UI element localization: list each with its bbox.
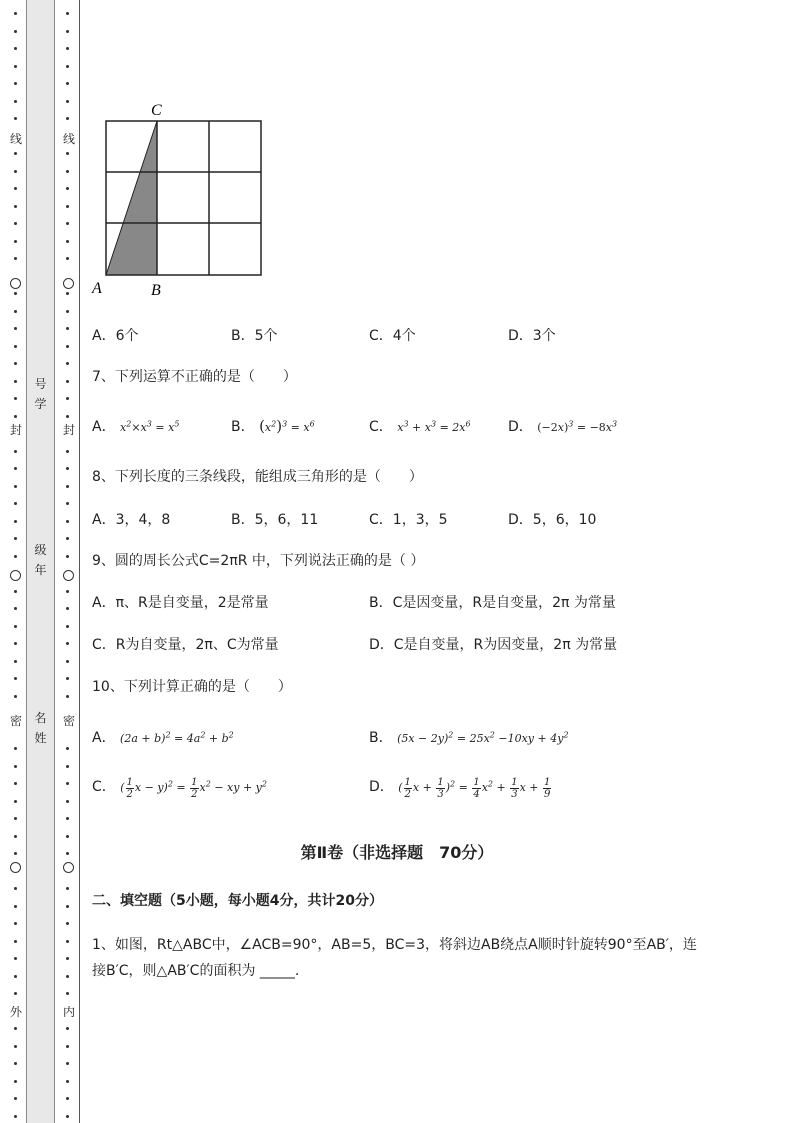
q6-option-c: C．4个 bbox=[369, 328, 416, 344]
binding-dot bbox=[66, 380, 69, 383]
binding-dot bbox=[66, 485, 69, 488]
binding-dot bbox=[14, 695, 17, 698]
binding-dot bbox=[66, 65, 69, 68]
label-a: A bbox=[92, 280, 102, 297]
binding-dot bbox=[66, 415, 69, 418]
binding-dot bbox=[14, 205, 17, 208]
binding-dot bbox=[66, 887, 69, 890]
q10-option-b: B． $(5x - 2y)^2 = 25x^2 -10xy + 4y^2$ bbox=[369, 730, 569, 746]
outer-circle-mark bbox=[10, 570, 21, 581]
binding-dot bbox=[14, 765, 17, 768]
q9-option-b: B．C是因变量，R是自变量，2π 为常量 bbox=[369, 595, 616, 611]
q7-option-c: C． $x^3 + x^3 = 2x^6$ bbox=[369, 419, 471, 435]
binding-dot bbox=[66, 677, 69, 680]
binding-dot bbox=[14, 1097, 17, 1100]
binding-dot bbox=[66, 520, 69, 523]
binding-dot bbox=[66, 695, 69, 698]
binding-dot bbox=[66, 940, 69, 943]
binding-dot bbox=[66, 765, 69, 768]
binding-dot bbox=[66, 922, 69, 925]
binding-dot bbox=[14, 1115, 17, 1118]
fraction: $\frac{1}{2}$ bbox=[191, 776, 198, 800]
binding-dot bbox=[66, 292, 69, 295]
binding-dot bbox=[66, 1097, 69, 1100]
binding-dot bbox=[66, 47, 69, 50]
q6-option-b: B．5个 bbox=[231, 328, 278, 344]
q9-stem: 9、圆的周长公式C=2πR 中，下列说法正确的是（ ） bbox=[92, 553, 425, 569]
binding-dot bbox=[14, 187, 17, 190]
grid-triangle-figure bbox=[90, 98, 270, 300]
binding-dot bbox=[14, 677, 17, 680]
strip-label-hao: 号 bbox=[34, 377, 47, 391]
binding-dot bbox=[14, 345, 17, 348]
binding-dot bbox=[14, 905, 17, 908]
binding-dot bbox=[14, 47, 17, 50]
section-title: 第Ⅱ卷（非选择题 70分） bbox=[300, 843, 494, 862]
q7-option-a: A． $x^2\times x^3 = x^5$ bbox=[92, 419, 180, 435]
binding-dot bbox=[66, 957, 69, 960]
fraction: $\frac{1}{2}$ bbox=[404, 776, 411, 800]
inner-label-nei: 内 bbox=[62, 1005, 75, 1019]
inner-dotted-binding-line bbox=[62, 0, 74, 1123]
binding-dot bbox=[66, 975, 69, 978]
binding-dot bbox=[66, 800, 69, 803]
binding-dot bbox=[14, 327, 17, 330]
inner-circle-mark bbox=[63, 570, 74, 581]
binding-dot bbox=[66, 625, 69, 628]
binding-dot bbox=[14, 1027, 17, 1030]
q8-stem: 8、下列长度的三条线段，能组成三角形的是（ ） bbox=[92, 469, 423, 485]
binding-dot bbox=[66, 327, 69, 330]
binding-dot bbox=[14, 922, 17, 925]
binding-dot bbox=[14, 450, 17, 453]
q10-option-c: C． ( $\frac{1}{2}$ x − y)$^2$ = $\frac{1}{2}$ $x^2$ − xy + $y^2$ bbox=[92, 776, 267, 800]
binding-dot bbox=[66, 782, 69, 785]
binding-dot bbox=[66, 450, 69, 453]
binding-dot bbox=[14, 415, 17, 418]
student-info-strip bbox=[26, 0, 55, 1123]
binding-dot bbox=[14, 257, 17, 260]
binding-dot bbox=[14, 467, 17, 470]
inner-circle-mark bbox=[63, 278, 74, 289]
binding-dot bbox=[14, 520, 17, 523]
binding-dot bbox=[14, 940, 17, 943]
binding-dot bbox=[14, 992, 17, 995]
q9-option-c: C．R为自变量，2π、C为常量 bbox=[92, 637, 279, 653]
binding-dot bbox=[14, 485, 17, 488]
binding-dot bbox=[66, 100, 69, 103]
binding-dot bbox=[66, 222, 69, 225]
binding-dot bbox=[66, 345, 69, 348]
binding-dot bbox=[14, 660, 17, 663]
outer-label-xian: 线 bbox=[9, 132, 22, 146]
strip-label-nian: 年 bbox=[34, 563, 47, 577]
binding-dot bbox=[66, 310, 69, 313]
binding-dot bbox=[66, 537, 69, 540]
outer-circle-mark bbox=[10, 862, 21, 873]
binding-dot bbox=[66, 555, 69, 558]
binding-dot bbox=[66, 82, 69, 85]
binding-dot bbox=[66, 397, 69, 400]
binding-dot bbox=[14, 625, 17, 628]
q9-option-d: D．C是自变量，R为因变量，2π 为常量 bbox=[369, 637, 618, 653]
outer-label-feng: 封 bbox=[9, 423, 22, 437]
binding-dot bbox=[66, 117, 69, 120]
fraction: $\frac{1}{3}$ bbox=[511, 776, 518, 800]
binding-dot bbox=[14, 590, 17, 593]
strip-label-xing: 姓 bbox=[34, 731, 47, 745]
binding-dot bbox=[14, 100, 17, 103]
binding-dot bbox=[66, 12, 69, 15]
strip-label-ming: 名 bbox=[34, 711, 47, 725]
q8-option-d: D．5，6，10 bbox=[508, 512, 597, 528]
outer-label-wai: 外 bbox=[9, 1005, 22, 1019]
binding-dot bbox=[14, 502, 17, 505]
binding-dot bbox=[14, 12, 17, 15]
q8-option-c: C．1，3，5 bbox=[369, 512, 448, 528]
binding-dot bbox=[14, 380, 17, 383]
binding-dot bbox=[14, 975, 17, 978]
q10-option-a: A． $(2a + b)^2 = 4a^2 + b^2$ bbox=[92, 730, 234, 746]
binding-dot bbox=[66, 502, 69, 505]
strip-label-xue: 学 bbox=[34, 397, 47, 411]
binding-dot bbox=[14, 240, 17, 243]
binding-dot bbox=[66, 835, 69, 838]
q6-option-d: D．3个 bbox=[508, 328, 556, 344]
binding-dot bbox=[66, 467, 69, 470]
fraction: $\frac{1}{3}$ bbox=[437, 776, 444, 800]
fraction: $\frac{1}{9}$ bbox=[544, 776, 551, 800]
binding-dot bbox=[14, 747, 17, 750]
q7-stem: 7、下列运算不正确的是（ ） bbox=[92, 369, 297, 385]
binding-border-line bbox=[79, 0, 80, 1123]
binding-dot bbox=[66, 660, 69, 663]
binding-dot bbox=[66, 747, 69, 750]
inner-circle-mark bbox=[63, 862, 74, 873]
shaded-triangle bbox=[106, 121, 157, 275]
binding-dot bbox=[66, 590, 69, 593]
binding-dot bbox=[14, 30, 17, 33]
binding-dot bbox=[66, 1062, 69, 1065]
binding-dot bbox=[66, 607, 69, 610]
binding-dot bbox=[14, 152, 17, 155]
inner-label-mi: 密 bbox=[62, 714, 75, 728]
binding-dot bbox=[66, 817, 69, 820]
outer-label-mi: 密 bbox=[9, 714, 22, 728]
binding-dot bbox=[14, 887, 17, 890]
binding-dot bbox=[14, 607, 17, 610]
binding-dot bbox=[14, 835, 17, 838]
outer-circle-mark bbox=[10, 278, 21, 289]
binding-dot bbox=[66, 30, 69, 33]
binding-dot bbox=[14, 817, 17, 820]
binding-dot bbox=[14, 310, 17, 313]
binding-dot bbox=[14, 957, 17, 960]
fraction: $\frac{1}{2}$ bbox=[126, 776, 133, 800]
binding-dot bbox=[14, 1080, 17, 1083]
binding-dot bbox=[66, 1115, 69, 1118]
binding-dot bbox=[14, 555, 17, 558]
binding-dot bbox=[66, 905, 69, 908]
fill1-line2: 接B′C，则△AB′C的面积为 _____. bbox=[92, 963, 300, 979]
binding-dot bbox=[14, 82, 17, 85]
inner-label-feng: 封 bbox=[62, 423, 75, 437]
q7-option-d: D． $(-2x)^3 = -8x^3$ bbox=[508, 419, 618, 435]
fraction: $\frac{1}{4}$ bbox=[473, 776, 480, 800]
q7-option-b: B． $(x^2)^3 = x^6$ bbox=[231, 417, 315, 435]
binding-dot bbox=[14, 1045, 17, 1048]
q10-option-d: D． ( $\frac{1}{2}$ x + $\frac{1}{3}$ )$^2$ = $\frac{1}{4}$ $x^2$ + $\frac{1}{3}$ x + $\frac{1}{9}$ bbox=[369, 776, 551, 800]
label-c: C bbox=[151, 102, 162, 119]
binding-dot bbox=[66, 170, 69, 173]
binding-dot bbox=[66, 257, 69, 260]
binding-dot bbox=[14, 222, 17, 225]
binding-dot bbox=[14, 170, 17, 173]
outer-dotted-binding-line bbox=[10, 0, 22, 1123]
binding-dot bbox=[66, 240, 69, 243]
q6-option-a: A．6个 bbox=[92, 328, 139, 344]
q8-option-a: A．3，4，8 bbox=[92, 512, 171, 528]
binding-dot bbox=[14, 782, 17, 785]
binding-dot bbox=[66, 205, 69, 208]
fill1-line1: 1、如图，Rt△ABC中，∠ACB=90°，AB=5，BC=3，将斜边AB绕点A顺时针旋转90°至AB′，连 bbox=[92, 937, 697, 953]
binding-dot bbox=[66, 1080, 69, 1083]
binding-dot bbox=[66, 1045, 69, 1048]
binding-dot bbox=[66, 362, 69, 365]
binding-dot bbox=[14, 65, 17, 68]
strip-label-ji: 级 bbox=[34, 543, 47, 557]
binding-dot bbox=[14, 397, 17, 400]
binding-dot bbox=[66, 992, 69, 995]
binding-dot bbox=[14, 117, 17, 120]
label-b: B bbox=[151, 282, 161, 299]
binding-dot bbox=[14, 362, 17, 365]
binding-dot bbox=[14, 537, 17, 540]
q9-option-a: A．π、R是自变量，2是常量 bbox=[92, 595, 269, 611]
binding-dot bbox=[14, 292, 17, 295]
binding-dot bbox=[66, 152, 69, 155]
binding-dot bbox=[66, 642, 69, 645]
binding-dot bbox=[14, 642, 17, 645]
binding-dot bbox=[66, 1027, 69, 1030]
q8-option-b: B．5，6，11 bbox=[231, 512, 319, 528]
inner-label-xian: 线 bbox=[62, 132, 75, 146]
section-subtitle: 二、填空题（5小题，每小题4分，共计20分） bbox=[92, 893, 383, 909]
q10-stem: 10、下列计算正确的是（ ） bbox=[92, 679, 292, 695]
binding-dot bbox=[66, 187, 69, 190]
binding-dot bbox=[14, 800, 17, 803]
binding-dot bbox=[14, 1062, 17, 1065]
